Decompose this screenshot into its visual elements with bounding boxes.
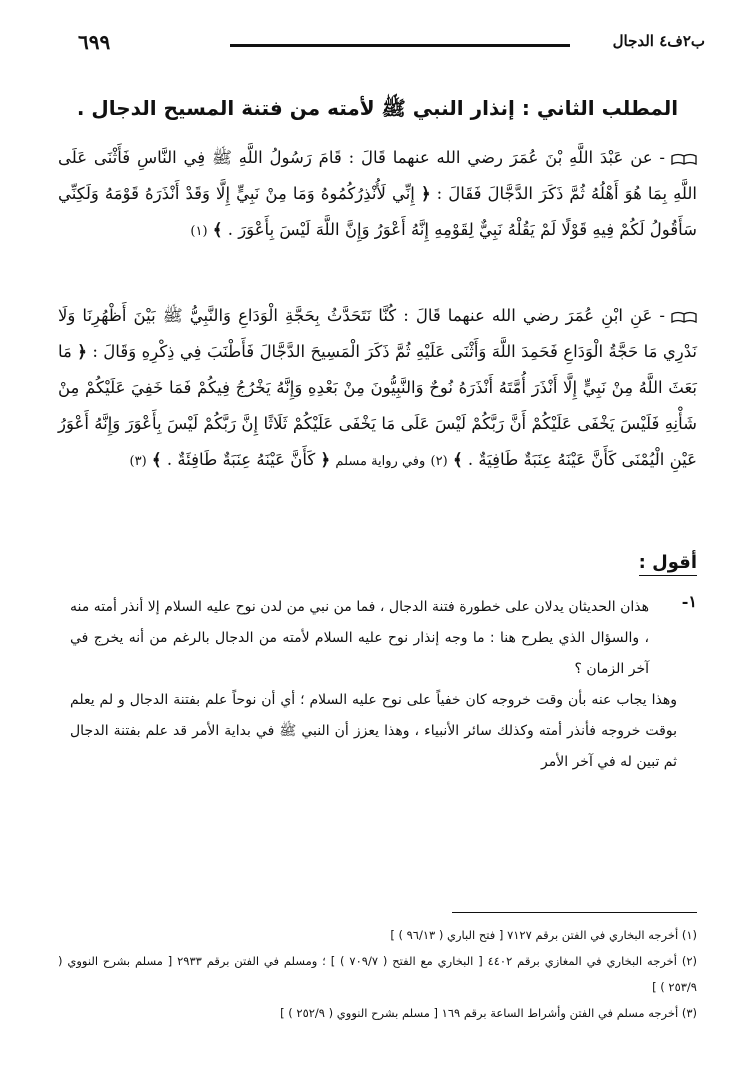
footnote-separator	[452, 912, 697, 913]
open-book-icon	[671, 311, 697, 323]
footnote-2: (٢) أخرجه البخاري في المغازي برقم ٤٤٠٢ [ البخاري مع الفتح ( ٧٠٩/٧ ) ] ؛ ومسلم في الفتن برقم ٢٩٣٣ [ مسلم بشرح النووي ( ٢٥٣/٩ ) ]	[58, 954, 698, 994]
variant-intro: وفي رواية مسلم	[335, 454, 426, 469]
commentary-heading: أقول :	[639, 552, 697, 576]
open-book-icon	[671, 153, 697, 165]
ornate-open-bracket: ﴿	[320, 450, 331, 469]
hadith-1-quote: إِنِّي لَأُنْذِرُكُمُوهُ وَمَا مِنْ نَبِيٍّ إِلَّا وَقَدْ أَنْذَرَهُ قَوْمَهُ وَلَكِنِّي سَأَقُولُ لَكُمْ فِيهِ قَوْلًا لَمْ يَقُلْهُ نَبِيٌّ لِقَوْمِهِ إِنَّهُ أَعْوَرُ وَإِنَّ اللَّهَ لَيْسَ بِأَعْوَرَ .	[58, 184, 697, 239]
header-rule	[230, 44, 570, 47]
commentary-point-1	[70, 592, 697, 778]
footnote-ref-2: (٢)	[430, 454, 448, 469]
footnotes	[58, 922, 697, 1026]
footnote-ref-1: (١)	[190, 224, 208, 239]
running-header	[60, 30, 705, 60]
point-number: ١-	[681, 592, 697, 611]
footnote-3: (٣) أخرجه مسلم في الفتن وأشراط الساعة برقم ١٦٩ [ مسلم بشرح النووي ( ٢٥٢/٩ ) ]	[280, 1006, 697, 1020]
footnote-1: (١) أخرجه البخاري في الفتن برقم ٧١٢٧ [ فتح الباري ( ٩٦/١٣ ) ]	[390, 928, 697, 942]
ornate-close-bracket: ﴾	[151, 450, 162, 469]
hadith-2-quote: مَا بَعَثَ اللَّهُ مِنْ نَبِيٍّ إِلَّا أَنْذَرَ أُمَّتَهُ أَنْذَرَهُ نُوحٌ وَالنَّبِيُّونَ مِنْ بَعْدِهِ وَإِنَّهُ يَخْرُجُ فِيكُمْ فَمَا خَفِيَ عَلَيْكُمْ مِنْ شَأْنِهِ فَلَيْسَ يَخْفَى عَلَيْكُمْ أَنَّ رَبَّكُمْ لَيْسَ عَلَى مَا يَخْفَى عَلَيْكُمْ ثَلَاثًا إِنَّ رَبَّكُمْ لَيْسَ بِأَعْوَرَ وَإِنَّهُ أَعْوَرُ عَيْنِ الْيُمْنَى كَأَنَّ عَيْنَهُ عِنَبَةٌ طَافِيَةٌ .	[58, 342, 697, 469]
ornate-close-bracket: ﴾	[212, 220, 223, 239]
variant-quote: كَأَنَّ عَيْنَهُ عِنَبَةٌ طَافِئَةٌ .	[166, 450, 316, 469]
ornate-open-bracket: ﴿	[77, 342, 87, 361]
page-number: ٦٩٩	[78, 30, 111, 54]
ornate-close-bracket: ﴾	[452, 450, 463, 469]
point-paragraph-1: هذان الحديثان يدلان على خطورة فتنة الدجال ، فما من نبي من لدن نوح عليه السلام إلا أنذر أمته منه ، والسؤال الذي يطرح هنا : ما وجه إنذار نوح عليه السلام لأمته من الدجال بالرغم من أنه يخرج في آخر الزمان ؟	[70, 599, 649, 677]
point-paragraph-2: وهذا يجاب عنه بأن وقت خروجه كان خفياً على نوح عليه السلام ؛ أي أن نوحاً علم بفتنة الدجال و لم يعلم بوقت خروجه فأنذر أمته وكذلك سائر الأنبياء ، وهذا يعزز أن النبي ﷺ في بداية الأمر قد علم بفتنة الدجال ثم تبين له في آخر الأمر	[70, 692, 677, 770]
hadith-1	[58, 140, 697, 250]
ornate-open-bracket: ﴿	[420, 184, 431, 203]
hadith-2	[58, 298, 697, 480]
hadith-2-intro: - عَنِ ابْنِ عُمَرَ رضي الله عنهما قَالَ : كُنَّا نَتَحَدَّثُ بِحَجَّةِ الْوَدَاعِ وَالنَّبِيُّ ﷺ بَيْنَ أَظْهُرِنَا وَلَا نَدْرِي مَا حَجَّةُ الْوَدَاعِ فَحَمِدَ اللَّهَ وَأَثْنَى عَلَيْهِ ثُمَّ ذَكَرَ الْمَسِيحَ الدَّجَّالَ فَأَطْنَبَ فِي ذِكْرِهِ وَقَالَ :	[58, 306, 698, 361]
running-title: ب٢ف٤ الدجال	[612, 32, 705, 50]
hadith-1-intro: - عن عَبْدَ اللَّهِ بْنَ عُمَرَ رضي الله عنهما قَالَ : قَامَ رَسُولُ اللَّهِ ﷺ فِي النَّاسِ فَأَثْنَى عَلَى اللَّهِ بِمَا هُوَ أَهْلُهُ ثُمَّ ذَكَرَ الدَّجَّالَ فَقَالَ :	[58, 148, 698, 203]
section-title: المطلب الثاني : إنذار النبي ﷺ لأمته من فتنة المسيح الدجال .	[76, 96, 679, 120]
footnote-ref-3: (٣)	[129, 454, 147, 469]
